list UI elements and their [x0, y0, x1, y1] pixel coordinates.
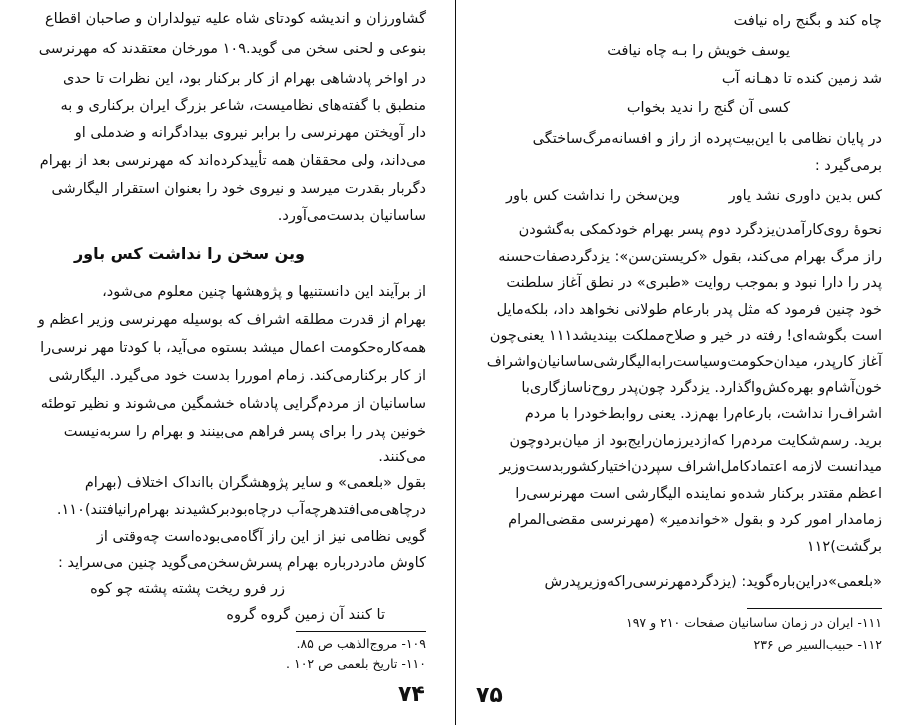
text-line: از برآیند این دانستنیها و پژوهشها چنین معلوم می‌شود، [102, 284, 426, 300]
verse-line: زر فرو ریخت پشته پشته چو کوه [90, 581, 285, 597]
text-line: اعظم مقتدر برکنار شده‌و نماینده الیگارشی است مهرنرسی‌را [515, 486, 882, 502]
text-line: همه‌کاره‌حکومت اعمال میشد بستوه می‌آید، با کودتا مهر نرسی‌را [40, 340, 426, 356]
text-line: گشاورزان و اندیشه کودتای شاه علیه تیولداران و صاحبان اقطاع [45, 11, 426, 27]
text-line: در پایان نظامی با این‌بیت‌پرده از راز و افسانه‌مرگ‌ساختگی [532, 131, 882, 147]
footnote-rule [296, 631, 426, 632]
page-number: ۷۵ [476, 683, 503, 708]
text-line: «بلعمی»‌درا‌ین‌باره‌گوید: (یزدگرد‌مهرنرسی‌را‌که‌وزیر‌پدرش [544, 574, 882, 590]
text-line: از کار برکنارمی‌کند. زمام اموررا بدست خود می‌گیرد. الیگارشی [48, 368, 426, 384]
text-line: بنوعی و لحنی سخن می گوید.۱۰۹ مورخان معتقدند که مهرنرسی [38, 41, 426, 57]
text-line: است بگوشه‌ای! رفته در خیر و صلاح‌مملکت بیندیشد۱۱۱ یعنی‌چون [489, 328, 882, 344]
text-line: دار آویختن مهرنرسی را برابر نیروی بیدادگرانه و ضدملی او [74, 125, 426, 141]
text-line: برگشت)۱۱۲ [806, 539, 882, 555]
text-line: بقول «بلعمی» و سایر پژوهشگران باانداک اختلاف (بهرام [84, 475, 426, 491]
verse-line: چاه کند و بگنج راه نیافت [733, 13, 882, 29]
text-line: کاوش مادردرباره بهرام پسرش‌سخن‌می‌گوید چنین می‌سراید : [58, 555, 426, 571]
footnote-rule [747, 608, 882, 609]
page-number: ۷۴ [398, 682, 425, 707]
section-heading: وین سخن را نداشت کس باور [73, 244, 305, 263]
text-line: در اواخر پادشاهی بهرام از کار برکنار بود، این نظرات تا حدی [63, 71, 426, 87]
right-page [455, 0, 910, 725]
text-line: برید. رسم‌شکایت مردم‌را که‌از‌دیر‌زمان‌رایج‌بود از میان‌برد‌و‌چون [509, 433, 882, 449]
text-line: زمامدار امور کرد و بقول «خواندمیر» (مهرنرسی مقضی‌المرام [508, 512, 882, 528]
text-line: بهرام از قدرت مطلقه اشراف که بوسیله مهرنرسی وزیر اعظم و [37, 312, 426, 328]
text-line: خود چنین فرمود که مثل پدر بارعام طولانی نخواهد داد، بلکه‌مایل [496, 302, 882, 318]
text-line: اشراف‌را نداشت، بارعام‌را بهم‌زد. یعنی روابط‌خودرا با مردم [524, 406, 882, 422]
text-line: ساسانیان از مردم‌گرایی پادشاه خشمگین می‌شوند و نظیر توطئه [40, 396, 426, 412]
text-line: خونین پدر را برای پسر فراهم می‌بینند و بهرام را سربه‌نیست [63, 424, 426, 440]
footnote: ۱۱۱- ایران در زمان ساسانیان صفحات ۲۱۰ و ۱۹۷ [625, 615, 882, 630]
text-line: برمی‌گیرد : [814, 158, 882, 174]
verse-line: یوسف خویش را بـه چاه نیافت [607, 43, 790, 59]
footnote: ۱۰۹- مروج‌الذهب ص ۸۵. [296, 636, 426, 651]
text-line: می‌داند، ولی محققان همه تأییدکرده‌اند که مهرنرسی بعد از بهرام [39, 153, 426, 169]
text-line: منطبق با گفته‌های نظامیست، شاعر بزرگ ایران برکناری و به [60, 98, 426, 114]
verse-line: شد زمین کنده تا دهـانه آب [721, 71, 882, 87]
couplet-half: وین‌سخن را نداشت کس باور [506, 188, 680, 204]
text-line: میدانست لازمه اعتمادکامل‌اشراف سپردن‌اختیار‌کشوربدست‌وزیر [499, 459, 882, 475]
footnote: ۱۱۲- حبیب‌السیر ص ۲۳۶ [753, 637, 882, 652]
text-line: دگربار بقدرت میرسد و نیروی خود را بعنوان استقرار الیگارشی [51, 181, 426, 197]
text-line: پدر را دارا نبود و بموجب روایت «طبری» در نطق آغاز سلطنت [506, 275, 882, 291]
text-line: آغاز کارپدر، میدان‌حکومت‌وسیاست‌را‌به‌الیگارشی‌ساسانیان‌واشراف [486, 354, 882, 370]
text-line: خون‌آشام‌و بهره‌کش‌واگذارد. یزدگرد چون‌پدر روح‌ناسازگاری‌با [521, 380, 882, 396]
text-line: درچاهی‌می‌افتدهرچه‌آب درچاه‌بودبرکشیدند بهرام‌رانیافتند)۱۱۰. [56, 502, 426, 518]
text-line: می‌کنند. [378, 449, 426, 465]
verse-line: تا کنند آن زمین گروه گروه [226, 607, 385, 623]
text-line: راز مرگ بهرام می‌کند، بقول «کریستن‌سن»: یزدگرد‌صفات‌حسنه [498, 249, 882, 265]
couplet-half: کس بدین داوری نشد یاور [728, 188, 882, 204]
text-line: گویی نظامی نیز از این راز آگاه‌می‌بوده‌است چه‌وقتی از [96, 529, 426, 545]
text-line: ساسانیان بدست‌می‌آورد. [277, 208, 426, 224]
text-line: نحوهٔ روی‌کارآمدن‌یزدگرد دوم پسر بهرام خودکمکی به‌گشودن [518, 222, 882, 238]
verse-line: کسی آن گنج را ندید بخواب [626, 100, 790, 116]
footnote: ۱۱۰- تاریخ بلعمی ص ۱۰۲ . [286, 656, 426, 671]
